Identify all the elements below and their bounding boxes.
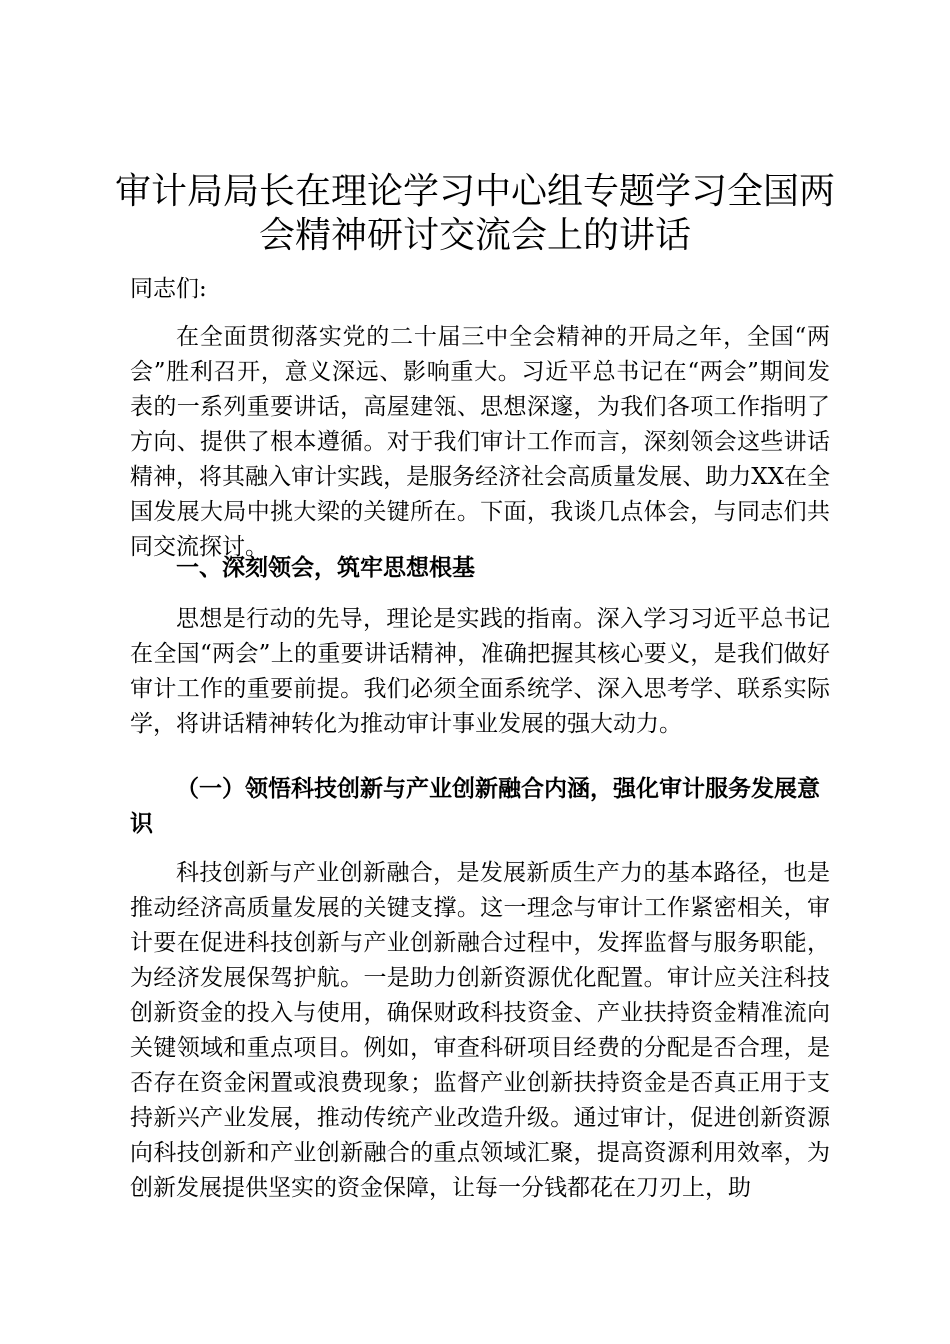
document-title: 审计局局长在理论学习中心组专题学习全国两会精神研讨交流会上的讲话 bbox=[114, 171, 835, 256]
section-heading-1: 一、深刻领会，筑牢思想根基 bbox=[176, 555, 475, 581]
paragraph-section-1: 思想是行动的先导，理论是实践的指南。深入学习习近平总书记在全国“两会”上的重要讲话精神，准确把握其核心要义，是我们做好审计工作的重要前提。我们必须全面系统学、深入思考学、联系实际学，将讲话精神转化为推动审计事业发展的强大动力。 bbox=[130, 606, 830, 737]
subsection-heading-1: （一）领悟科技创新与产业创新融合内涵，强化审计服务发展意识 bbox=[130, 776, 820, 837]
paragraph-intro: 在全面贯彻落实党的二十届三中全会精神的开局之年，全国“两会”胜利召开，意义深远、影响重大。习近平总书记在“两会”期间发表的一系列重要讲话，高屋建瓴、思想深邃，为我们各项工作指明了方向、提供了根本遵循。对于我们审计工作而言，深刻领会这些讲话精神，将其融入审计实践，是服务经济社会高质量发展、助力XX在全国发展大局中挑大梁的关键所在。下面，我谈几点体会，与同志们共同交流探讨。 bbox=[130, 324, 830, 560]
salutation: 同志们: bbox=[130, 276, 207, 302]
paragraph-subsection-1: 科技创新与产业创新融合，是发展新质生产力的基本路径，也是推动经济高质量发展的关键支撑。这一理念与审计工作紧密相关，审计要在促进科技创新与产业创新融合过程中，发挥监督与服务职能，为经济发展保驾护航。一是助力创新资源优化配置。审计应关注科技创新资金的投入与使用，确保财政科技资金、产业扶持资金精准流向关键领域和重点项目。例如，审查科研项目经费的分配是否合理，是否存在资金闲置或浪费现象；监督产业创新扶持资金是否真正用于支持新兴产业发展，推动传统产业改造升级。通过审计，促进创新资源向科技创新和产业创新融合的重点领域汇聚，提高资源利用效率，为创新发展提供坚实的资金保障，让每一分钱都花在刀刃上，助 bbox=[130, 860, 830, 1201]
